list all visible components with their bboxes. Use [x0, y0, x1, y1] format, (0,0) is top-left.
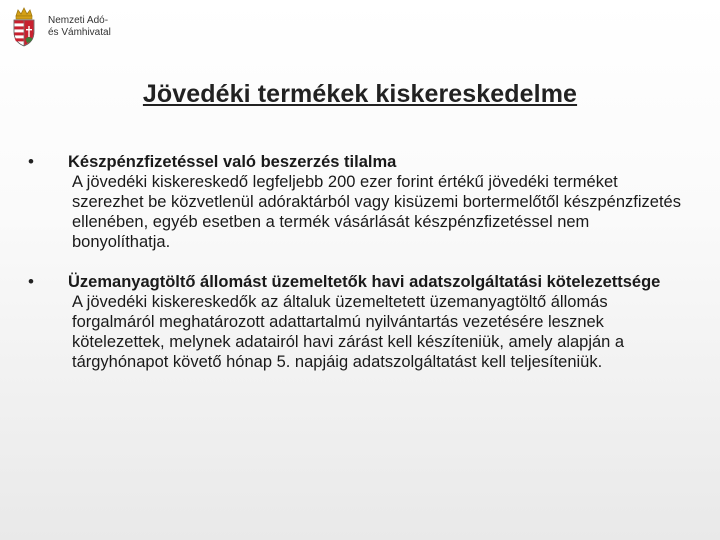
bullet-list	[28, 152, 688, 392]
bullet-text: A jövedéki kiskereskedő legfeljebb 200 ezer forint értékű jövedéki terméket szerezhet be közvetlenül adóraktárból vagy kisüzemi bortermelőtől készpénzfizetés ellenében, egyéb esetben a termék vásárlását készpénzfizetéssel nem bonyolíthatja.	[72, 173, 681, 251]
bullet-icon: •	[28, 152, 34, 171]
list-item	[28, 272, 688, 372]
logo-text	[48, 15, 111, 39]
coat-of-arms-icon	[8, 6, 40, 48]
bullet-body	[68, 152, 688, 252]
bullet-heading: Üzemanyagtöltő állomást üzemeltetők havi adatszolgáltatási kötelezettsége	[68, 273, 661, 291]
bullet-heading: Készpénzfizetéssel való beszerzés tilalma	[68, 153, 397, 171]
logo-line-2: és Vámhivatal	[48, 27, 111, 38]
page-title: Jövedéki termékek kiskereskedelme	[142, 80, 578, 108]
bullet-icon: •	[28, 272, 34, 291]
bullet-body	[68, 272, 688, 372]
list-item	[28, 152, 688, 252]
nav-logo	[8, 6, 111, 48]
bullet-text: A jövedéki kiskereskedők az általuk üzemeltetett üzemanyagtöltő állomás forgalmáról meghatározott adattartalmú nyilvántartás vezetésére lesznek kötelezettek, melynek adatairól havi zárást kell készíteniük, amely alapján a tárgyhónapot követő hónap 5. napjáig adatszolgáltatást kell teljesíteniük.	[72, 293, 625, 371]
logo-line-1: Nemzeti Adó-	[48, 15, 109, 26]
